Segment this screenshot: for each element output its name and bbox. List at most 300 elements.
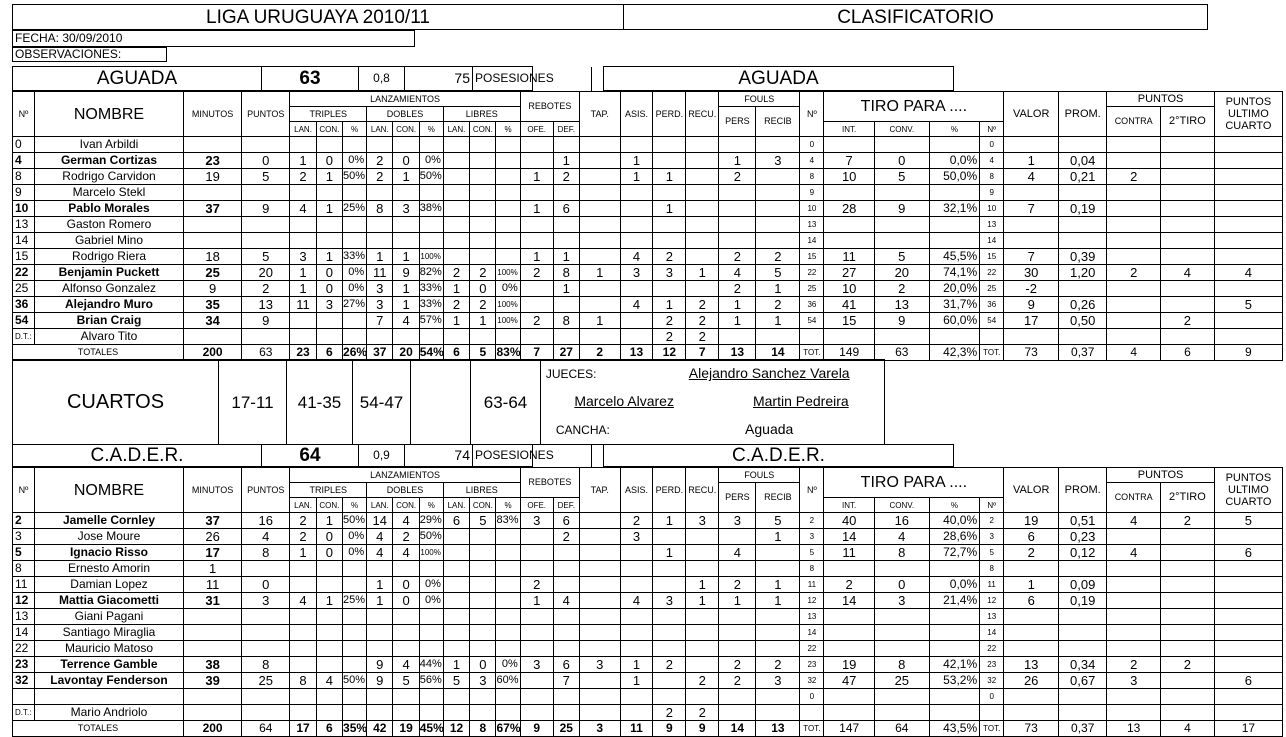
tiro-conv: 5 [874, 169, 929, 185]
triples-con [316, 577, 342, 593]
player-points [242, 609, 290, 625]
player-minutes [184, 609, 242, 625]
player-number-3: 0 [980, 137, 1004, 153]
libres-pct [496, 641, 520, 657]
asistencias [620, 625, 653, 641]
col-libres: LIBRES [443, 483, 520, 498]
tiro-conv [874, 561, 929, 577]
col-no: Nº [13, 92, 35, 137]
tiro-conv: 13 [874, 297, 929, 313]
player-number-2: 8 [800, 561, 824, 577]
reb-ofe [520, 233, 553, 249]
dobles-con: 4 [393, 545, 419, 561]
valor: 26 [1004, 673, 1059, 689]
triples-pct: 0% [343, 281, 367, 297]
player-row [13, 577, 1283, 593]
dobles-con: 0 [393, 593, 419, 609]
libres-lan [443, 641, 469, 657]
dobles-pct: 50% [419, 169, 443, 185]
triples-pct: 33% [343, 249, 367, 265]
libres-lan [443, 185, 469, 201]
libres-pct: 0% [496, 657, 520, 673]
puntos-segundo-tiro [1161, 153, 1215, 169]
player-number-2: 0 [800, 689, 824, 705]
fouls-pers: 1 [719, 153, 756, 169]
col-int: INT. [824, 498, 874, 513]
reb-ofe [520, 297, 553, 313]
dobles-lan: 14 [367, 513, 393, 529]
coach-row [13, 329, 1283, 345]
recuperos: 2 [686, 297, 719, 313]
reb-def: 6 [553, 657, 579, 673]
libres-pct [496, 593, 520, 609]
player-points [242, 137, 290, 153]
triples-con: 4 [316, 673, 342, 689]
triples-con [316, 137, 342, 153]
puntos-ultimo-cuarto [1214, 641, 1282, 657]
tiro-int: 41 [824, 297, 874, 313]
referees-row-2 [541, 388, 885, 416]
puntos-contra [1107, 201, 1161, 217]
player-number-3: 9 [980, 185, 1004, 201]
player-name: Giani Pagani [34, 609, 183, 625]
fouls-recib: 1 [756, 577, 800, 593]
reb-def [553, 609, 579, 625]
puntos-ultimo-cuarto [1214, 169, 1282, 185]
valor: 1 [1004, 153, 1059, 169]
triples-con [316, 689, 342, 705]
reb-def [553, 217, 579, 233]
dobles-con [393, 233, 419, 249]
dobles-pct [419, 217, 443, 233]
valor: 7 [1004, 249, 1059, 265]
player-number: 11 [13, 577, 35, 593]
player-row [13, 513, 1283, 529]
total-points: 64 [242, 721, 290, 737]
col-recu: RECU. [686, 468, 719, 513]
player-name: Pablo Morales [34, 201, 183, 217]
tiro-int: 28 [824, 201, 874, 217]
promedio: 0,51 [1059, 513, 1107, 529]
recuperos [686, 529, 719, 545]
tiro-int [824, 185, 874, 201]
tiro-pct: 42,1% [929, 657, 979, 673]
team-ratio: 0,9 [359, 445, 405, 467]
dobles-con [393, 561, 419, 577]
puntos-contra [1107, 561, 1161, 577]
total-puntos-contra: 13 [1107, 721, 1161, 737]
tot-label: TOT. [800, 345, 824, 361]
triples-lan: 8 [290, 673, 316, 689]
dobles-pct: 57% [419, 313, 443, 329]
puntos-ultimo-cuarto [1214, 577, 1282, 593]
triples-pct [343, 609, 367, 625]
puntos-ultimo-cuarto [1214, 609, 1282, 625]
player-number-2: 13 [800, 609, 824, 625]
col-def: DEF. [553, 122, 579, 137]
puntos-segundo-tiro [1161, 689, 1215, 705]
puntos-segundo-tiro: 4 [1161, 265, 1215, 281]
fouls-recib: 2 [756, 657, 800, 673]
col-minutos: MINUTOS [184, 92, 242, 137]
perdidas: 2 [653, 249, 686, 265]
player-points: 8 [242, 657, 290, 673]
tiro-pct [929, 137, 979, 153]
recuperos [686, 657, 719, 673]
triples-pct [343, 625, 367, 641]
col-tap: TAP. [579, 92, 620, 137]
player-number: 2 [13, 513, 35, 529]
puntos-contra [1107, 297, 1161, 313]
col-con: CON. [470, 122, 496, 137]
libres-pct [496, 217, 520, 233]
dobles-lan: 3 [367, 281, 393, 297]
total-valor: 73 [1004, 345, 1059, 361]
dobles-lan [367, 689, 393, 705]
referee-1: Alejandro Sanchez Varela [688, 365, 850, 381]
coach-recu: 2 [686, 329, 719, 345]
valor: -2 [1004, 281, 1059, 297]
tiro-pct [929, 233, 979, 249]
total-segundo-tiro: 6 [1161, 345, 1215, 361]
player-minutes [184, 137, 242, 153]
dobles-con: 2 [393, 529, 419, 545]
dobles-pct [419, 641, 443, 657]
asistencias [620, 689, 653, 705]
total-tiro-pct: 42,3% [929, 345, 979, 361]
player-points: 8 [242, 545, 290, 561]
player-minutes [184, 689, 242, 705]
recuperos [686, 233, 719, 249]
puntos-contra [1107, 529, 1161, 545]
triples-con [316, 233, 342, 249]
dobles-lan: 2 [367, 153, 393, 169]
dobles-lan: 3 [367, 297, 393, 313]
player-points: 9 [242, 313, 290, 329]
tiro-int [824, 233, 874, 249]
libres-pct [496, 609, 520, 625]
perdidas [653, 609, 686, 625]
col-tiro-para: TIRO PARA .... [824, 468, 1004, 498]
puntos-ultimo-cuarto [1214, 625, 1282, 641]
puntos-segundo-tiro [1161, 281, 1215, 297]
fouls-pers [719, 137, 756, 153]
perdidas: 1 [653, 513, 686, 529]
fouls-recib [756, 609, 800, 625]
player-number-3: 13 [980, 609, 1004, 625]
tiro-pct: 0,0% [929, 153, 979, 169]
tiro-conv: 9 [874, 313, 929, 329]
player-row [13, 545, 1283, 561]
puntos-contra [1107, 593, 1161, 609]
tiro-pct: 72,7% [929, 545, 979, 561]
player-number-2: 12 [800, 593, 824, 609]
puntos-contra: 2 [1107, 657, 1161, 673]
fouls-pers: 2 [719, 673, 756, 689]
puntos-contra [1107, 249, 1161, 265]
puntos-ultimo-cuarto [1214, 281, 1282, 297]
player-points: 5 [242, 249, 290, 265]
dobles-con [393, 625, 419, 641]
perdidas [653, 641, 686, 657]
player-name: Benjamin Puckett [34, 265, 183, 281]
recuperos: 3 [686, 513, 719, 529]
reb-def: 1 [553, 249, 579, 265]
tiro-conv: 0 [874, 153, 929, 169]
asistencias [620, 233, 653, 249]
puntos-ultimo-cuarto: 5 [1214, 513, 1282, 529]
reb-ofe: 1 [520, 593, 553, 609]
valor [1004, 609, 1059, 625]
dobles-lan: 7 [367, 313, 393, 329]
player-points [242, 185, 290, 201]
fouls-recib: 1 [756, 529, 800, 545]
fouls-pers [719, 217, 756, 233]
triples-lan: 1 [290, 281, 316, 297]
player-number: 14 [13, 233, 35, 249]
puntos-segundo-tiro [1161, 201, 1215, 217]
libres-con [470, 153, 496, 169]
player-name: Terrence Gamble [34, 657, 183, 673]
valor: 4 [1004, 169, 1059, 185]
libres-con: 0 [470, 281, 496, 297]
perdidas [653, 185, 686, 201]
dobles-lan: 11 [367, 265, 393, 281]
player-row [13, 673, 1283, 689]
total-dobles-lan: 37 [367, 345, 393, 361]
perdidas: 1 [653, 545, 686, 561]
col-con: CON. [316, 122, 342, 137]
libres-lan: 1 [443, 313, 469, 329]
perdidas [653, 673, 686, 689]
col-pct: % [343, 498, 367, 513]
dobles-lan [367, 609, 393, 625]
puntos-segundo-tiro: 2 [1161, 313, 1215, 329]
libres-pct [496, 625, 520, 641]
promedio [1059, 217, 1107, 233]
triples-pct [343, 185, 367, 201]
totales-label: TOTALES [13, 345, 184, 361]
player-number-2: 5 [800, 545, 824, 561]
fouls-recib: 1 [756, 313, 800, 329]
tiro-int: 11 [824, 545, 874, 561]
reb-ofe: 2 [520, 577, 553, 593]
reb-ofe [520, 217, 553, 233]
tapones [579, 561, 620, 577]
asistencias: 4 [620, 249, 653, 265]
player-name: Alfonso Gonzalez [34, 281, 183, 297]
puntos-ultimo-cuarto [1214, 561, 1282, 577]
libres-lan [443, 577, 469, 593]
dobles-lan [367, 561, 393, 577]
tiro-conv [874, 233, 929, 249]
fouls-recib: 1 [756, 593, 800, 609]
libres-con: 0 [470, 657, 496, 673]
col-recu: RECU. [686, 92, 719, 137]
triples-pct [343, 577, 367, 593]
tiro-conv [874, 625, 929, 641]
player-number-3: 2 [980, 513, 1004, 529]
player-points: 20 [242, 265, 290, 281]
col-con: CON. [393, 122, 419, 137]
triples-lan [290, 625, 316, 641]
valor: 2 [1004, 545, 1059, 561]
total-libres-lan: 6 [443, 345, 469, 361]
player-number-2: 25 [800, 281, 824, 297]
puntos-contra [1107, 153, 1161, 169]
puntos-contra [1107, 313, 1161, 329]
tiro-pct: 32,1% [929, 201, 979, 217]
player-row [13, 169, 1283, 185]
asistencias [620, 137, 653, 153]
fouls-recib: 2 [756, 249, 800, 265]
tapones [579, 297, 620, 313]
reb-ofe [520, 545, 553, 561]
tapones [579, 233, 620, 249]
fouls-recib [756, 561, 800, 577]
fouls-recib [756, 641, 800, 657]
total-fouls-pers: 14 [719, 721, 756, 737]
player-points [242, 233, 290, 249]
puntos-ultimo-cuarto [1214, 689, 1282, 705]
reb-ofe [520, 561, 553, 577]
player-points: 0 [242, 153, 290, 169]
total-triples-lan: 23 [290, 345, 316, 361]
dobles-con: 5 [393, 673, 419, 689]
totales-label: TOTALES [13, 721, 184, 737]
recuperos [686, 217, 719, 233]
puntos-contra: 3 [1107, 673, 1161, 689]
recuperos: 1 [686, 577, 719, 593]
puntos-segundo-tiro [1161, 249, 1215, 265]
libres-con [470, 577, 496, 593]
reb-def: 1 [553, 153, 579, 169]
player-number: 36 [13, 297, 35, 313]
tiro-conv: 16 [874, 513, 929, 529]
player-number-3: 15 [980, 249, 1004, 265]
player-name: Lavontay Fenderson [34, 673, 183, 689]
promedio: 0,23 [1059, 529, 1107, 545]
fouls-pers: 1 [719, 297, 756, 313]
fouls-recib: 5 [756, 265, 800, 281]
col-con: CON. [470, 498, 496, 513]
promedio: 0,19 [1059, 593, 1107, 609]
fouls-recib [756, 201, 800, 217]
col-pct: % [496, 498, 520, 513]
libres-pct [496, 561, 520, 577]
player-points [242, 561, 290, 577]
player-number-3: 22 [980, 641, 1004, 657]
col-contra: CONTRA [1107, 107, 1161, 137]
total-asistencias: 13 [620, 345, 653, 361]
sheet-header [12, 4, 1208, 62]
perdidas: 1 [653, 169, 686, 185]
puntos-contra [1107, 641, 1161, 657]
player-minutes: 19 [184, 169, 242, 185]
fouls-pers: 2 [719, 657, 756, 673]
libres-lan [443, 529, 469, 545]
col-dobles: DOBLES [367, 107, 444, 122]
total-segundo-tiro: 4 [1161, 721, 1215, 737]
tiro-conv: 2 [874, 281, 929, 297]
col-prom: PROM. [1059, 92, 1107, 137]
tiro-conv: 4 [874, 529, 929, 545]
asistencias: 2 [620, 513, 653, 529]
tiro-int: 14 [824, 593, 874, 609]
col-libres: LIBRES [443, 107, 520, 122]
tiro-int: 27 [824, 265, 874, 281]
fouls-pers [719, 529, 756, 545]
tapones [579, 513, 620, 529]
triples-pct: 25% [343, 593, 367, 609]
tiro-int [824, 561, 874, 577]
col-fouls: FOULS [719, 468, 800, 483]
fouls-pers [719, 609, 756, 625]
libres-con [470, 201, 496, 217]
player-row [13, 217, 1283, 233]
reb-def: 1 [553, 281, 579, 297]
col-lan: LAN. [443, 122, 469, 137]
libres-con: 1 [470, 313, 496, 329]
player-number: 8 [13, 169, 35, 185]
player-minutes: 23 [184, 153, 242, 169]
fouls-pers: 2 [719, 281, 756, 297]
reb-ofe: 1 [520, 201, 553, 217]
triples-lan: 2 [290, 169, 316, 185]
team-score: 64 [262, 445, 359, 467]
dobles-con: 0 [393, 577, 419, 593]
tiro-int: 14 [824, 529, 874, 545]
fouls-recib: 3 [756, 673, 800, 689]
triples-con [316, 313, 342, 329]
libres-pct [496, 249, 520, 265]
referees-row-1 [541, 360, 885, 389]
player-minutes: 26 [184, 529, 242, 545]
col-prom: PROM. [1059, 468, 1107, 513]
triples-pct [343, 561, 367, 577]
player-name: Rodrigo Riera [34, 249, 183, 265]
player-minutes [184, 641, 242, 657]
recuperos [686, 249, 719, 265]
tapones [579, 577, 620, 593]
col-no-3: Nº [980, 498, 1004, 513]
dobles-lan [367, 137, 393, 153]
promedio [1059, 561, 1107, 577]
team-posesiones: 75 [405, 67, 473, 91]
col-lan: LAN. [290, 122, 316, 137]
dobles-pct [419, 689, 443, 705]
player-points: 16 [242, 513, 290, 529]
tiro-pct: 31,7% [929, 297, 979, 313]
dobles-pct: 33% [419, 297, 443, 313]
triples-lan [290, 137, 316, 153]
reb-ofe [520, 281, 553, 297]
asistencias: 4 [620, 593, 653, 609]
total-minutes: 200 [184, 721, 242, 737]
player-number-2: 23 [800, 657, 824, 673]
total-fouls-recib: 14 [756, 345, 800, 361]
triples-pct: 0% [343, 265, 367, 281]
puntos-ultimo-cuarto [1214, 217, 1282, 233]
valor [1004, 625, 1059, 641]
col-con: CON. [393, 498, 419, 513]
puntos-ultimo-cuarto [1214, 593, 1282, 609]
quarter-1-score: 17-11 [219, 360, 287, 445]
recuperos [686, 153, 719, 169]
fouls-pers: 2 [719, 577, 756, 593]
puntos-contra: 2 [1107, 169, 1161, 185]
tapones [579, 217, 620, 233]
